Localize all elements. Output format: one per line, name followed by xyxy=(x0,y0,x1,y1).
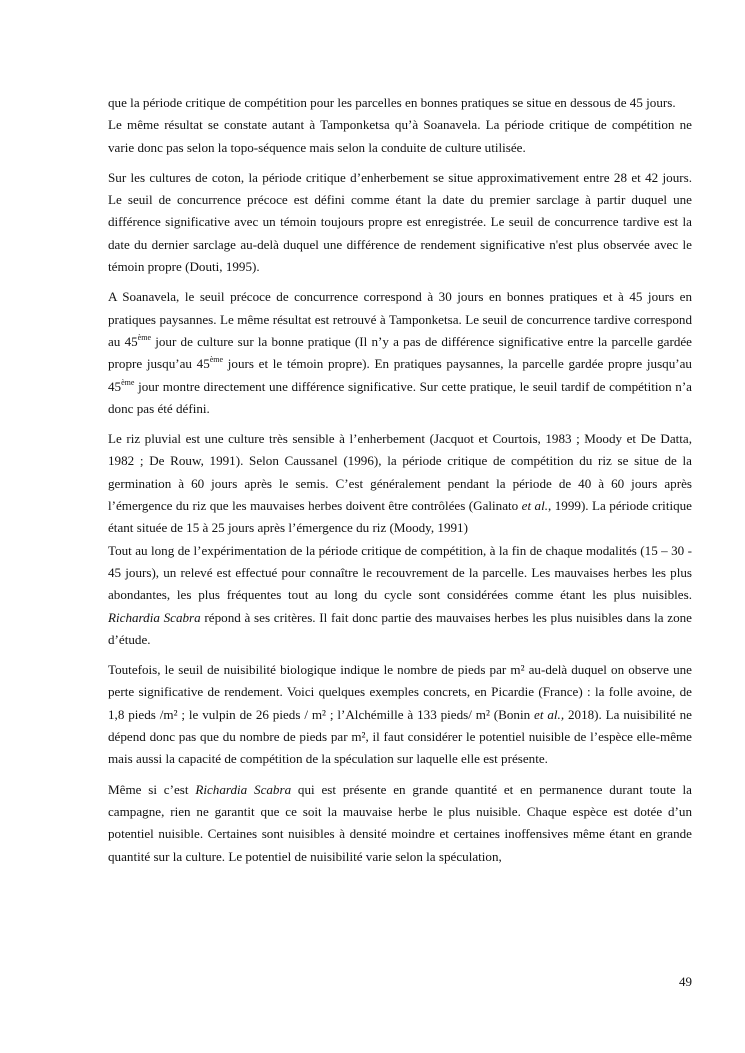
text-segment: Même si c’est xyxy=(108,781,196,797)
paragraph-7 xyxy=(108,659,692,770)
text-segment: , 1999). La période critique étant située de 15 à 25 jours après l’émergence du riz (Moody, 1991) xyxy=(108,498,692,536)
superscript: ème xyxy=(209,355,224,365)
page-number: 49 xyxy=(679,974,692,989)
species-name: Richardia Scabra xyxy=(195,781,292,797)
text-segment: jour montre directement une différence significative. Sur cette pratique, le seuil tardif de compétition n’a donc pas été défini. xyxy=(108,378,692,416)
italic-text: et al. xyxy=(521,498,549,514)
text-segment: 2018). La nuisibilité ne dépend donc pas que du nombre de pieds par m², il faut considérer le potentiel nuisible de l’espèce elle-même mais aussi la capacité de compétition de la spéculation sur laquelle elle est présente. xyxy=(108,706,692,767)
text-segment: jours et le témoin propre). En pratiques paysannes, la parcelle gardée propre jusqu’au 45 xyxy=(108,356,692,394)
paragraph-3: Sur les cultures de coton, la période critique d’enherbement se situe approximativement entre 28 et 42 jours. Le seuil de concurrence précoce est défini comme étant la date du premier sarclage à partir duquel une différence significative avec un témoin toujours propre est enregistrée. Le seuil de concurrence tardive est la date du dernier sarclage au-delà duquel une différence de rendement significative n'est plus observée avec le témoin propre (Douti, 1995). xyxy=(108,169,692,275)
text-segment: répond à ses critères. Il fait donc partie des mauvaises herbes les plus nuisibles dans la zone d’étude. xyxy=(108,609,692,647)
paragraph-5 xyxy=(108,428,692,539)
text-segment: qui est présente en grande quantité et en permanence durant toute la campagne, rien ne garantit que ce soit la mauvaise herbe le plus nuisible. Chaque espèce est dotée d’un potentiel nuisible. Certaines sont nuisibles à densité moindre et certaines inoffensives même étant en grande quantité sur la culture. Le potentiel de nuisibilité varie selon la spéculation, xyxy=(108,781,692,864)
paragraph-6 xyxy=(108,540,692,651)
text-segment: Le riz pluvial est une culture très sensible à l’enherbement (Jacquot et Courtois, 1983 ; Moody et De Datta, 1982 ; De Rouw, 1991). Selon Caussanel (1996), la période critique de compétition du riz se situe de la germination à 60 jours après le semis. C’est généralement pendant la période de 40 à 60 jours après l’émergence du riz que les mauvaises herbes doivent être contrôlées (Galinato xyxy=(108,431,692,514)
text-segment: jour de culture sur la bonne pratique (Il n’y a pas de différence significative entre la parcelle gardée propre jusqu’au 45 xyxy=(108,333,692,372)
species-name: Richardia Scabra xyxy=(108,609,201,625)
paragraph-1: que la période critique de compétition pour les parcelles en bonnes pratiques se situe en dessous de 45 jours. xyxy=(108,95,676,110)
superscript: ème xyxy=(137,332,151,342)
text-segment: Tout au long de l’expérimentation de la période critique de compétition, à la fin de chaque modalités (15 – 30 - 45 jours), un relevé est effectué pour connaître le recouvrement de la parcelle. Les mauvaises herbes les plus abondantes, les plus fréquentes tout au long du cycle sont considérées comme étant les plus nuisibles. xyxy=(108,542,692,603)
paragraph-4 xyxy=(108,286,692,420)
superscript: ème xyxy=(121,377,135,387)
paragraph-8 xyxy=(108,779,692,868)
page-body xyxy=(108,92,692,868)
italic-text: et al., xyxy=(534,706,565,722)
text-segment: A Soanavela, le seuil précoce de concurrence correspond à 30 jours en bonnes pratiques et à 45 jours en pratiques paysannes. Le même résultat est retrouvé à Tamponketsa. Le seuil de concurrence tardive correspond au 45 xyxy=(108,289,692,349)
text-segment: Toutefois, le seuil de nuisibilité biologique indique le nombre de pieds par m² au-delà duquel on observe une perte significative de rendement. Voici quelques exemples concrets, en Picardie (France) : la folle avoine, de 1,8 pieds /m² ; le vulpin de 26 pieds / m² ; l’Alchémille à 133 pieds/ m² (Bonin xyxy=(108,662,692,722)
paragraph-2: Le même résultat se constate autant à Tamponketsa qu’à Soanavela. La période critique de compétition ne varie donc pas selon la topo-séquence mais selon la conduite de culture utilisée. xyxy=(108,117,692,155)
